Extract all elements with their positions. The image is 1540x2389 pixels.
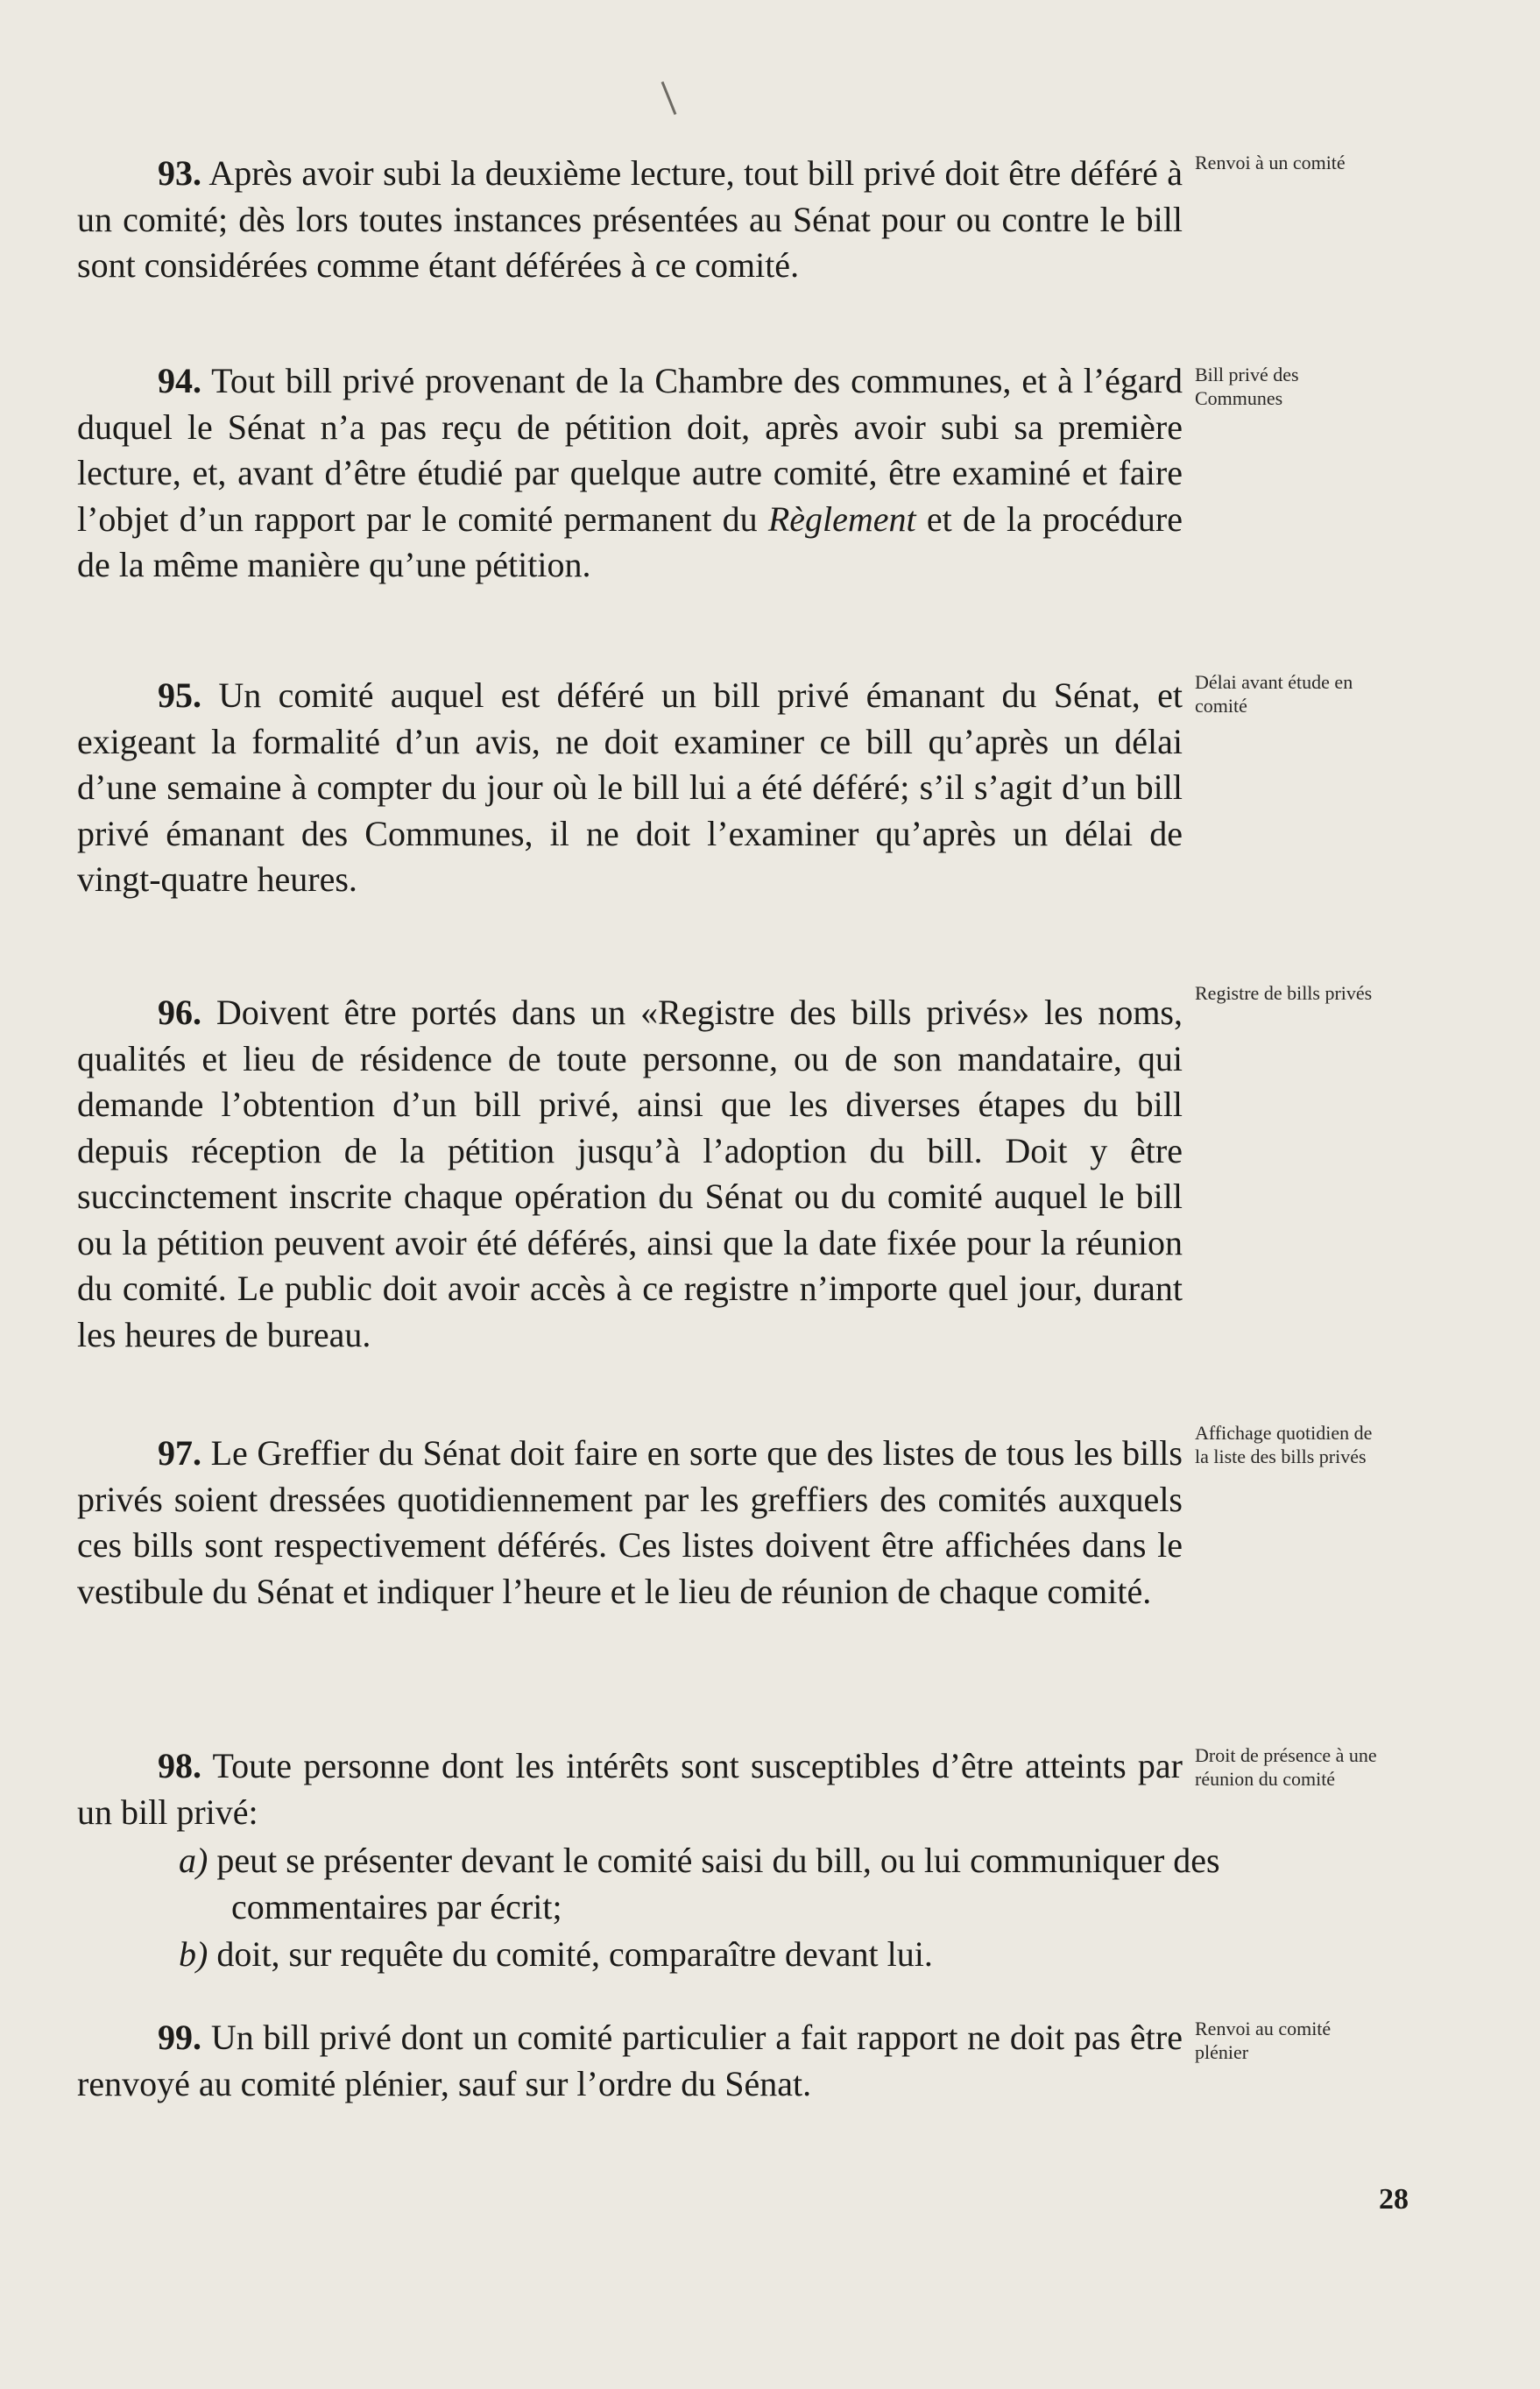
section-number: 94.: [158, 361, 201, 400]
item-label: b): [179, 1934, 208, 1974]
section-text: et de la procédure de la même manière qu’une pétition.: [77, 498, 1183, 584]
section-text: Doivent être portés dans un «Registre des bills privés» les noms, qualités et lieu de résidence de toute personne, ou de son mandataire, qui demande l’obtention d’un bill privé, ainsi que les diverses étapes du bill depuis réception de la pétition jusqu’à l’adoption du bill. Doit y être succinctement inscrite chaque opération du Sénat ou du comité auquel le bill ou la pétition peuvent avoir été déférés, ainsi que la date fixée pour la réunion du comité. Le public doit avoir accès à ce registre n’importe quel jour, durant les heures de bureau.: [77, 993, 1183, 1354]
item-text: peut se présenter devant le comité saisi du bill, ou lui communiquer des commentaires par écrit;: [216, 1841, 1220, 1926]
section-97: [77, 1431, 1183, 1615]
margin-note-99: Renvoi au comité plénier: [1195, 2018, 1332, 2063]
page-number: 28: [1379, 2183, 1409, 2216]
section-95: [77, 673, 1183, 903]
section-text-italic: Règlement: [767, 498, 916, 539]
section-number: 98.: [158, 1746, 201, 1785]
item-label: a): [179, 1841, 208, 1880]
margin-note-97: Affichage quotidien de la liste des bills privés: [1195, 1422, 1373, 1467]
section-text: Après avoir subi la deuxième lecture, tout bill privé doit être déféré à un comité; dès lors toutes instances présentées au Sénat pour ou contre le bill sont considérées comme étant déférées à ce comité.: [77, 153, 1183, 285]
section-93: [77, 151, 1183, 289]
item-text: doit, sur requête du comité, comparaître devant lui.: [216, 1934, 933, 1974]
section-number: 93.: [158, 153, 201, 193]
section-text: Toute personne dont les intérêts sont susceptibles d’être atteints par un bill privé:: [77, 1746, 1183, 1832]
margin-note-95: Délai avant étude en comité: [1195, 671, 1353, 717]
margin-note-96: Registre de bills privés: [1195, 982, 1373, 1004]
margin-note-93: Renvoi à un comité: [1195, 152, 1346, 173]
section-number: 97.: [158, 1433, 201, 1473]
margin-note-98: Droit de présence à une réunion du comité: [1195, 1744, 1377, 1790]
margin-note-94: Bill privé des Communes: [1195, 364, 1299, 409]
section-number: 96.: [158, 993, 201, 1032]
section-text: Un bill privé dont un comité particulier a fait rapport ne doit pas être renvoyé au comité plénier, sauf sur l’ordre du Sénat.: [77, 2018, 1183, 2103]
section-number: 99.: [158, 2018, 201, 2057]
section-94: [77, 358, 1183, 589]
section-text: Le Greffier du Sénat doit faire en sorte que des listes de tous les bills privés soient dressées quotidiennement par les greffiers des comités auxquels ces bills sont respectivement déférés. Ces listes doivent être affichées dans le vestibule du Sénat et indiquer l’heure et le lieu de réunion de chaque comité.: [77, 1433, 1183, 1611]
section-99: [77, 2015, 1183, 2107]
section-text: Un comité auquel est déféré un bill privé émanant du Sénat, et exigeant la formalité d’un avis, ne doit examiner ce bill qu’après un délai d’une semaine à compter du jour où le bill lui a été déféré; s’il s’agit d’un bill privé émanant des Communes, il ne doit l’examiner qu’après un délai de vingt-quatre heures.: [77, 675, 1183, 899]
pencil-mark: [661, 81, 677, 115]
section-98-item-a: [179, 1838, 1235, 1930]
section-text: Tout bill privé provenant de la Chambre des communes, et à l’égard duquel le Sénat n’a pas reçu de pétition doit, après avoir subi sa première lecture, et, avant d’être étudié par quelque autre comité, être examiné et faire l’objet d’un rapport par le comité permanent du: [77, 361, 1183, 539]
section-number: 95.: [158, 675, 201, 715]
section-98: [77, 1743, 1183, 1835]
section-98-item-b: [179, 1932, 1235, 1978]
section-96: [77, 990, 1183, 1358]
